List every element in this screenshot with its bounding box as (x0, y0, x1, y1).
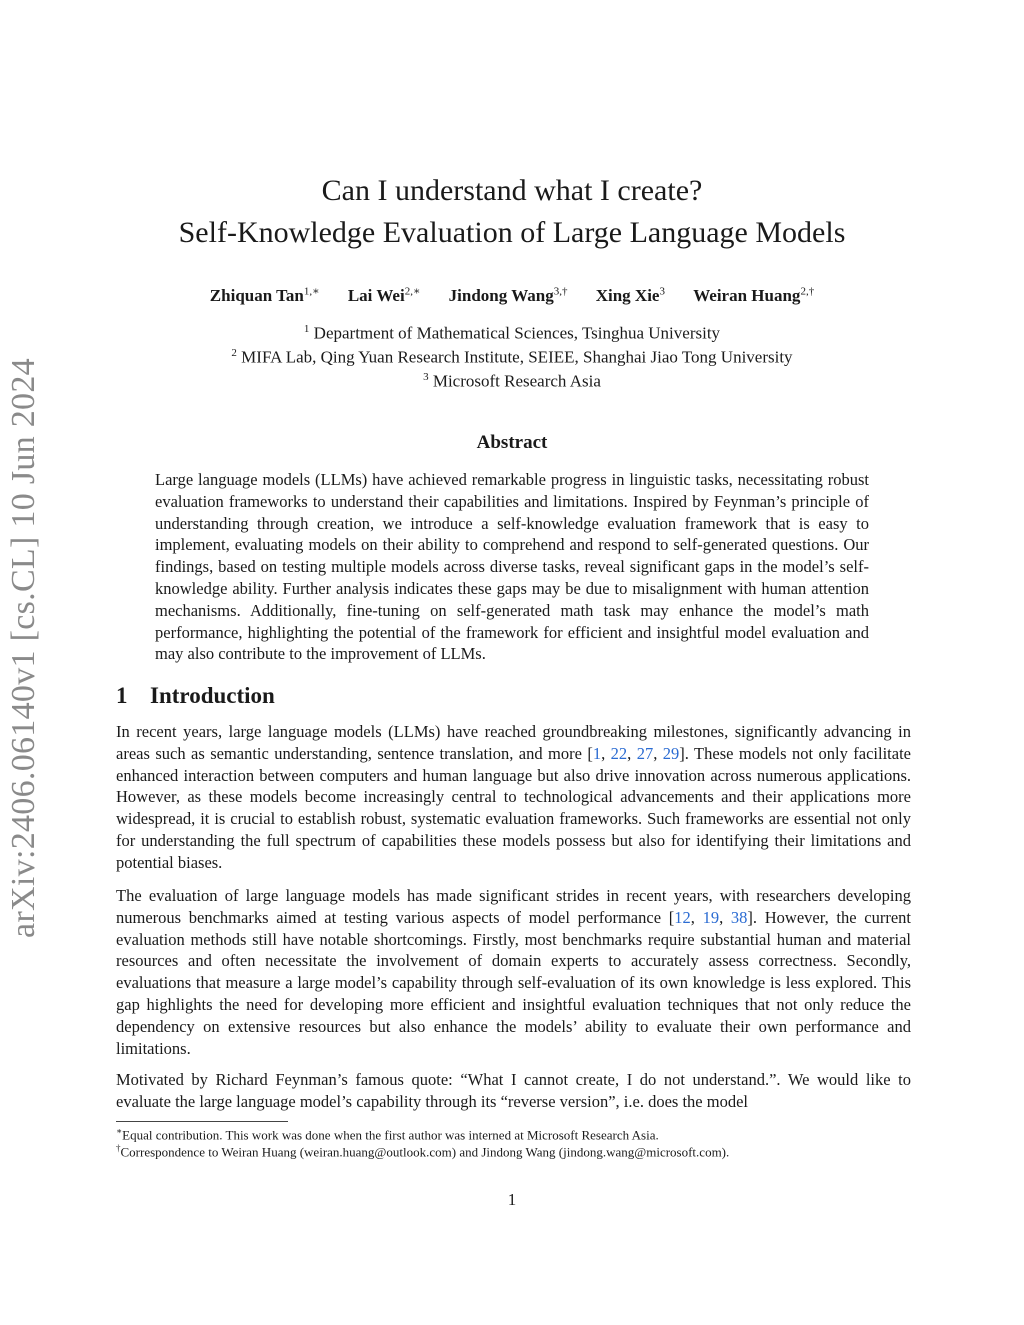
paragraph: In recent years, large language models (LLMs) have reached groundbreaking milestones, significantly advancing in areas such as semantic understanding, sentence translation, and more [1, 22, 27, 29]. These models not only facilitate enhanced interaction between computers and human language but also drive innovation across numerous applications. However, as these models become increasingly central to technological advancements and their applications more widespread, it is crucial to establish robust, systematic evaluation frameworks. Such frameworks are essential not only for understanding the full spectrum of capabilities these models possess but also for identifying their limitations and potential biases. (116, 722, 911, 872)
citation-link[interactable]: 22 (610, 743, 628, 763)
affiliation: $^3$ Microsoft Research Asia (423, 371, 601, 391)
section-number: 1 (116, 683, 128, 708)
paragraph: The evaluation of large language models has made significant strides in recent years, with researchers developing numerous benchmarks aimed at testing various aspects of model performance [12, 19, 38]. However, the current evaluation methods still have notable shortcomings. Firstly, most benchmarks require substantial human and material resources and often necessitate the involvement of domain experts to accurately assess correctness. Secondly, evaluations that measure a large model’s capability through self-evaluation of its own knowledge is less explored. This gap highlights the need for developing more efficient and insightful evaluation techniques that not only reduce the dependency on extensive resources but also enhance the models’ ability to evaluate their own performance and limitations. (116, 886, 912, 1058)
citation-link[interactable]: 29 (662, 743, 680, 763)
author-list (0, 284, 1024, 306)
abstract-heading: Abstract (476, 432, 548, 453)
footnote: †Correspondence to Weiran Huang (weiran.huang@outlook.com) and Jindong Wang (jindong.wang@microsoft.com). (116, 1143, 730, 1160)
footnote-rule (116, 1121, 288, 1122)
citation-link[interactable]: 27 (636, 743, 654, 763)
author: Zhiquan Tan$^{1,∗}$ (209, 285, 320, 305)
section-heading (116, 683, 275, 709)
affiliation: $^2$ MIFA Lab, Qing Yuan Research Institute, SEIEE, Shanghai Jiao Tong University (231, 347, 793, 367)
affiliation: $^1$ Department of Mathematical Sciences, Tsinghua University (303, 323, 721, 343)
citation-link[interactable]: 19 (702, 907, 720, 927)
citation-link[interactable]: 38 (730, 907, 748, 927)
paper-title-line-1: Can I understand what I create? (321, 174, 703, 207)
author: Xing Xie$^3$ (595, 285, 665, 305)
section-title: Introduction (150, 683, 275, 708)
abstract-body: Large language models (LLMs) have achieved remarkable progress in linguistic tasks, necessitating robust evaluation frameworks to understand their capabilities and limitations. Inspired by Feynman’s principle of understanding through creation, we introduce a self-knowledge evaluation framework that is easy to implement, evaluating models on their ability to comprehend and respond to self-generated questions. Our findings, based on testing multiple models across diverse tasks, reveal significant gaps in the model’s self-knowledge ability. Further analysis indicates these gaps may be due to misalignment with human attention mechanisms. Additionally, fine-tuning on self-generated math task may enhance the model’s math performance, highlighting the potential of the framework for efficient and insightful model evaluation and may also contribute to the improvement of LLMs. (155, 470, 869, 664)
paragraph: Motivated by Richard Feynman’s famous quote: “What I cannot create, I do not understand.”. We would like to evaluate the large language model’s capability through its “reverse version”, i.e. does the model (116, 1070, 911, 1111)
author: Jindong Wang$^{3,\dagger}$ (448, 285, 568, 305)
author: Lai Wei$^{2,∗}$ (347, 285, 421, 305)
author: Weiran Huang$^{2,\dagger}$ (693, 285, 815, 305)
citation-link[interactable]: 1 (592, 743, 602, 763)
page-number: 1 (507, 1190, 517, 1209)
paper-title-line-2: Self-Knowledge Evaluation of Large Language Models (178, 216, 846, 249)
arxiv-identifier-text: arXiv:2406.06140v1 [cs.CL] 10 Jun 2024 (5, 358, 42, 938)
footnote: ∗Equal contribution. This work was done when the first author was interned at Microsoft Research Asia. (116, 1126, 659, 1143)
citation-link[interactable]: 12 (674, 907, 691, 927)
